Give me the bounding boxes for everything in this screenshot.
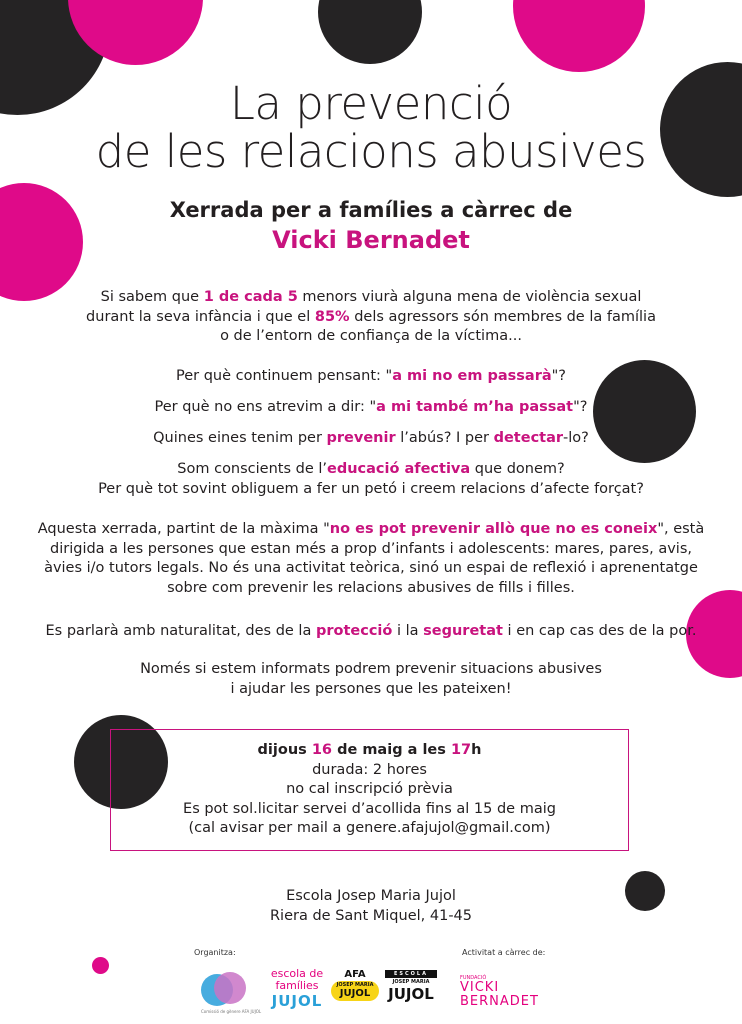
venue bbox=[0, 887, 742, 926]
venue-name: Escola Josep Maria Jujol bbox=[286, 888, 456, 904]
organiza-label: Organitza: bbox=[194, 948, 236, 957]
text: dijous bbox=[257, 742, 312, 758]
text: que donem? bbox=[470, 461, 565, 477]
logo-text: JOSEP MARIA bbox=[392, 979, 430, 985]
title-line-1: La prevenció bbox=[229, 77, 513, 130]
text: sobre com prevenir les relacions abusives de fills i filles. bbox=[167, 579, 575, 596]
escola-jujol-logo bbox=[385, 970, 437, 1003]
text: ", està bbox=[657, 521, 705, 537]
text: h bbox=[471, 742, 482, 758]
highlight: 85% bbox=[314, 308, 350, 325]
text: "? bbox=[551, 368, 567, 384]
text: dirigida a les persones que estan més a prop d’infants i adolescents: mares, pares, avis, bbox=[50, 540, 692, 557]
text: de maig a les bbox=[332, 742, 451, 758]
logo-text: FUNDACIÓ bbox=[460, 975, 487, 981]
logo-text: JUJOL bbox=[339, 988, 371, 999]
decor-circle bbox=[92, 957, 109, 974]
decor-circle bbox=[513, 0, 645, 72]
highlight: protecció bbox=[315, 623, 393, 639]
event-duration: durada: 2 hores bbox=[312, 761, 427, 778]
page-title bbox=[0, 77, 742, 178]
highlight: educació afectiva bbox=[327, 461, 471, 477]
afa-jujol-logo bbox=[331, 970, 379, 1001]
comissio-genere-logo bbox=[201, 972, 262, 1020]
logo-text: VICKI bbox=[460, 980, 500, 995]
text: dels agressors són membres de la família bbox=[349, 308, 656, 325]
approach-paragraph bbox=[0, 622, 742, 642]
text: "? bbox=[573, 399, 588, 415]
escola-families-logo bbox=[268, 968, 326, 1010]
text: i ajudar les persones que les pateixen! bbox=[230, 680, 512, 697]
fundacio-vicki-bernadet-logo bbox=[460, 975, 550, 1009]
text: o de l’entorn de confiança de la víctima... bbox=[220, 328, 522, 344]
event-email: (cal avisar per mail a genere.afajujol@gmail.com) bbox=[188, 820, 551, 836]
title-line-2: de les relacions abusives bbox=[95, 125, 647, 178]
text: Si sabem que bbox=[100, 289, 204, 305]
highlight: 1 de cada 5 bbox=[203, 289, 298, 305]
question-2 bbox=[0, 398, 742, 418]
event-registration: no cal inscripció prèvia bbox=[286, 781, 453, 797]
highlight: a mi també m’ha passat bbox=[376, 399, 574, 415]
highlight: prevenir bbox=[326, 430, 396, 446]
text: menors viurà alguna mena de violència sexual bbox=[297, 289, 642, 305]
highlight: a mi no em passarà bbox=[392, 368, 552, 384]
text: Quines eines tenim per bbox=[153, 430, 327, 446]
text: durant la seva infància i que el bbox=[86, 308, 315, 325]
text: Per què no ens atrevim a dir: " bbox=[154, 399, 377, 415]
question-1 bbox=[0, 367, 742, 387]
question-4 bbox=[0, 460, 742, 499]
subtitle: Xerrada per a famílies a càrrec de bbox=[169, 198, 573, 222]
closing-paragraph bbox=[0, 660, 742, 699]
highlight: 16 bbox=[311, 742, 333, 758]
text: -lo? bbox=[563, 430, 589, 446]
logo-text: BERNADET bbox=[460, 994, 539, 1009]
decor-circle bbox=[318, 0, 422, 64]
text: Es parlarà amb naturalitat, des de la bbox=[45, 623, 316, 639]
text: Per què tot sovint obliguem a fer un petó i creem relacions d’afecte forçat? bbox=[98, 480, 644, 497]
description-paragraph bbox=[0, 520, 742, 598]
text: Som conscients de l’ bbox=[177, 461, 328, 477]
logo-text: JUJOL bbox=[271, 992, 323, 1010]
logo-text: famílies bbox=[275, 979, 319, 992]
speaker-name: Vicki Bernadet bbox=[272, 226, 470, 254]
text: i la bbox=[392, 623, 424, 639]
text: l’abús? I per bbox=[395, 430, 494, 446]
logo-text: JOSEP MARIA bbox=[336, 982, 374, 988]
logo-text: JUJOL bbox=[388, 985, 434, 1003]
event-info-box bbox=[110, 729, 629, 851]
intro-paragraph bbox=[0, 288, 742, 347]
question-3 bbox=[0, 429, 742, 449]
text: Aquesta xerrada, partint de la màxima " bbox=[37, 521, 330, 537]
event-childcare: Es pot sol.licitar servei d’acollida fins al 15 de maig bbox=[183, 800, 556, 817]
text: àvies i/o tutors legals. No és una activitat teòrica, sinó un espai de reflexió i aprenentatge bbox=[44, 560, 698, 576]
logo-caption: Comissió de gènere AFA JUJOL bbox=[201, 1009, 262, 1014]
highlight: 17 bbox=[450, 742, 472, 758]
highlight: seguretat bbox=[423, 623, 503, 639]
text: i en cap cas des de la por. bbox=[502, 623, 697, 639]
event-date bbox=[111, 741, 628, 761]
venue-address: Riera de Sant Miquel, 41-45 bbox=[269, 907, 473, 924]
highlight: detectar bbox=[493, 430, 564, 446]
text: Només si estem informats podrem prevenir situacions abusives bbox=[140, 661, 602, 677]
logo-text: AFA bbox=[344, 969, 366, 980]
activitat-label: Activitat a càrrec de: bbox=[462, 948, 546, 957]
logo-text: ESCOLA bbox=[385, 970, 437, 978]
highlight: no es pot prevenir allò que no es coneix bbox=[329, 521, 658, 537]
logo-text: escola de bbox=[270, 967, 324, 980]
text: Per què continuem pensant: " bbox=[175, 368, 393, 384]
